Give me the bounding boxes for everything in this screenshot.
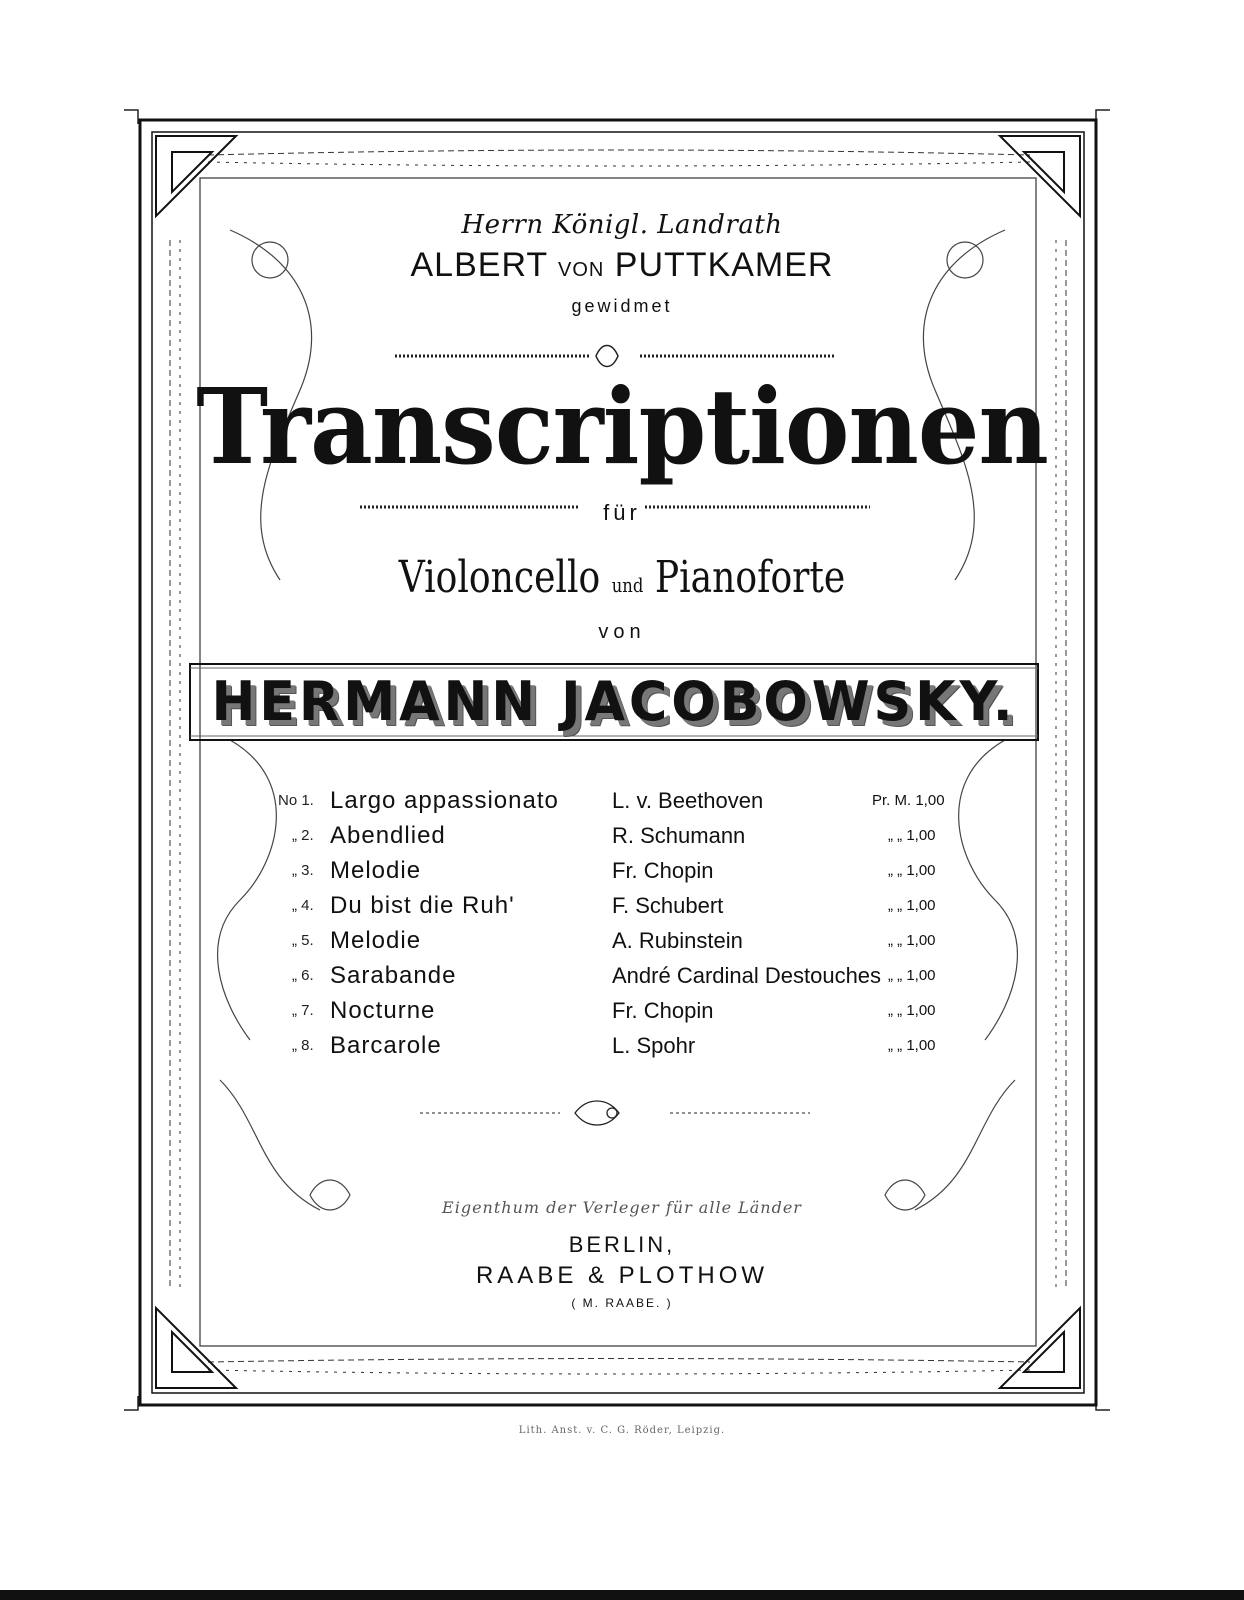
list-item — [0, 819, 1244, 853]
piece-title: Largo appassionato — [330, 787, 559, 814]
piece-composer: L. v. Beethoven — [612, 788, 764, 813]
piece-composer: André Cardinal Destouches — [612, 963, 882, 988]
printer-credit: Lith. Anst. v. C. G. Röder, Leipzig. — [518, 1425, 726, 1436]
list-item — [0, 854, 1244, 888]
list-item — [0, 784, 1244, 818]
list-item — [0, 924, 1244, 958]
list-item — [0, 889, 1244, 923]
piece-price: „ „ 1,00 — [888, 932, 936, 949]
dedication-line1: Herrn Königl. Landrath — [461, 210, 783, 240]
dedication-gewidmet: gewidmet — [571, 296, 673, 316]
piece-composer: Fr. Chopin — [612, 998, 714, 1023]
publisher-rights: Eigenthum der Verleger für alle Länder — [442, 1198, 802, 1217]
piece-composer: A. Rubinstein — [612, 928, 743, 953]
piece-composer: F. Schubert — [612, 893, 724, 918]
list-item — [0, 959, 1244, 993]
piece-number: „ 5. — [292, 932, 314, 949]
dedicatee-first-name: ALBERT — [410, 246, 548, 284]
publisher-name: RAABE & PLOTHOW — [475, 1262, 769, 1289]
piece-title: Sarabande — [330, 962, 457, 989]
piece-composer: Fr. Chopin — [612, 858, 714, 883]
fur-label: für — [603, 500, 641, 525]
piece-number: „ 4. — [292, 897, 314, 914]
piece-price: „ „ 1,00 — [888, 862, 936, 879]
list-item — [0, 994, 1244, 1028]
piece-price: „ „ 1,00 — [888, 967, 936, 984]
publisher-owner: ( M. RAABE. ) — [571, 1296, 673, 1310]
piece-number: „ 3. — [292, 862, 314, 879]
piece-title: Du bist die Ruh' — [330, 892, 515, 919]
instrument-und: und — [611, 573, 644, 597]
piece-composer: R. Schumann — [612, 823, 746, 848]
piece-title: Melodie — [330, 857, 422, 884]
piece-title: Barcarole — [330, 1032, 442, 1059]
instrument-pianoforte: Pianoforte — [654, 552, 846, 603]
dedicatee-last-name: PUTTKAMER — [614, 246, 834, 284]
piece-number: „ 2. — [292, 827, 314, 844]
dedicatee-name — [0, 246, 1244, 285]
piece-number: „ 6. — [292, 967, 314, 984]
piece-number: „ 7. — [292, 1002, 314, 1019]
piece-composer: L. Spohr — [612, 1033, 696, 1058]
piece-price: „ „ 1,00 — [888, 1002, 936, 1019]
piece-title: Abendlied — [330, 822, 446, 849]
instrumentation — [112, 552, 1132, 603]
composer-name: HERMANN JACOBOWSKY. — [211, 670, 1017, 733]
piece-number: No 1. — [278, 792, 314, 809]
von-label: von — [598, 621, 646, 643]
piece-price: „ „ 1,00 — [888, 1037, 936, 1054]
piece-price: „ „ 1,00 — [888, 827, 936, 844]
dedicatee-von: VON — [558, 259, 605, 281]
piece-title: Nocturne — [330, 997, 436, 1024]
publisher-city: BERLIN, — [568, 1232, 676, 1257]
piece-number: „ 8. — [292, 1037, 314, 1054]
list-item — [0, 1029, 1244, 1063]
piece-price: „ „ 1,00 — [888, 897, 936, 914]
page-title: Transcriptionen — [196, 365, 1048, 488]
instrument-violoncello: Violoncello — [398, 552, 601, 603]
piece-title: Melodie — [330, 927, 422, 954]
piece-price: Pr. M. 1,00 — [872, 792, 945, 809]
